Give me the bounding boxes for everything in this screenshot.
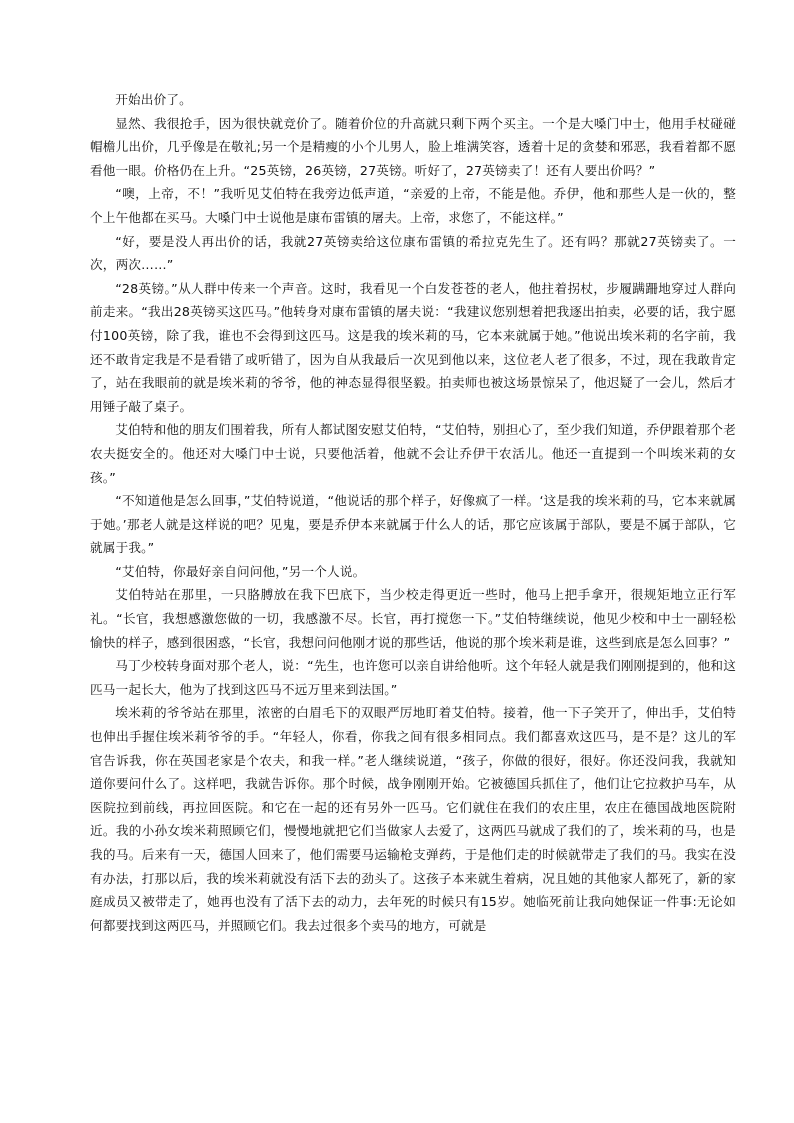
paragraph: “28英镑。”从人群中传来一个声音。这时，我看见一个白发苍苍的老人，他拄着拐杖，步履蹒跚地穿过人群向前走来。“我出28英镑买这匹马。”他转身对康布雷镇的屠夫说：“我建议您别想着把我逐出拍卖，必要的话，我宁愿付100英镑，除了我，谁也不会得到这匹马。这是我的埃米莉的马，它本来就属于她。”他说出埃米莉的名字前，我还不敢肯定我是不是看错了或听错了，因为自从我最后一次见到他以来，这位老人老了很多，不过，现在我敢肯定了，站在我眼前的就是埃米莉的爷爷，他的神态显得很坚毅。拍卖师也被这场景惊呆了，他迟疑了一会儿，然后才用锤子敲了桌子。 [90,280,736,414]
paragraph: “艾伯特，你最好亲自问问他，”另一个人说。 [115,563,366,579]
paragraph: 开始出价了。 [115,92,192,107]
paragraph: 显然、我很抢手，因为很快就竞价了。随着价位的升高就只剩下两个买主。一个是大嗓门中士，他用手杖碰碰帽檐儿出价，几乎像是在敬礼;另一个是精瘦的小个儿男人，脸上堆满笑容，透着十足的贪婪和邪恶，我看着都不愿看他一眼。价格仍在上升。“25英镑，26英镑，27英镑。听好了，27英镑卖了！还有人要出价吗？” [90,115,736,178]
paragraph: 埃米莉的爷爷站在那里，浓密的白眉毛下的双眼严厉地盯着艾伯特。接着，他一下子笑开了，伸出手，艾伯特也伸出手握住埃米莉爷爷的手。“年轻人，你看，你我之间有很多相同点。我们都喜欢这匹马，是不是？这儿的军官告诉我，你在英国老家是个农夫，和我一样。”老人继续说道，“孩子，你做的很好，很好。你还没问我，我就知道你要问什么了。这样吧，我就告诉你。那个时候，战争刚刚开始。它被德国兵抓住了，他们让它拉救护马车，从医院拉到前线，再拉回医院。和它在一起的还有另外一匹马。它们就住在我们的农庄里，农庄在德国战地医院附近。我的小孙女埃米莉照顾它们，慢慢地就把它们当做家人去爱了，这两匹马就成了我们的了，埃米莉的马，也是我的马。后来有一天，德国人回来了，他们需要马运输枪支弹药，于是他们走的时候就带走了我们的马。我实在没有办法，打那以后，我的埃米莉就没有活下去的劲头了。这孩子本来就生着病，况且她的其他家人都死了，新的家庭成员又被带走了，她再也没有了活下去的动力，去年死的时候只有15岁。她临死前让我向她保证一件事:无论如何都要找到这两匹马，并照顾它们。我去过很多个卖马的地方，可就是 [90,705,736,933]
paragraph: “好，要是没人再出价的话，我就27英镑卖给这位康布雷镇的希拉克先生了。还有吗？那就27英镑卖了。一次，两次……” [90,233,736,273]
paragraph: “不知道他是怎么回事，”艾伯特说道，“他说话的那个样子，好像疯了一样。‘这是我的埃米莉的马，它本来就属于她。’那老人就是这样说的吧？见鬼，要是乔伊本来就属于什么人的话，那它应该属于部队，要是不属于部队，它就属于我。” [90,493,736,556]
paragraph: 艾伯特站在那里，一只胳膊放在我下巴底下，当少校走得更近一些时，他马上把手拿开，很规矩地立正行军礼。“长官，我想感激您做的一切，我感激不尽。长官，再打搅您一下。”艾伯特继续说，他见少校和中士一副轻松愉快的样子，感到很困惑，“长官，我想问问他刚才说的那些话，他说的那个埃米莉是谁，这些到底是怎么回事？” [90,587,736,650]
paragraph: “噢，上帝，不！”我听见艾伯特在我旁边低声道，“亲爱的上帝，不能是他。乔伊，他和那些人是一伙的，整个上午他都在买马。大嗓门中士说他是康布雷镇的屠夫。上帝，求您了，不能这样。” [90,186,736,225]
paragraph: 艾伯特和他的朋友们围着我，所有人都试图安慰艾伯特，“艾伯特，别担心了，至少我们知道，乔伊跟着那个老农夫挺安全的。他还对大嗓门中士说，只要他活着，他就不会让乔伊干农活儿。他还一直提到一个叫埃米莉的女孩。” [90,422,737,485]
document-page [90,88,736,937]
paragraph: 马丁少校转身面对那个老人，说：“先生，也许您可以亲自讲给他听。这个年轻人就是我们刚刚提到的，他和这匹马一起长大，他为了找到这匹马不远万里来到法国。” [90,658,737,697]
